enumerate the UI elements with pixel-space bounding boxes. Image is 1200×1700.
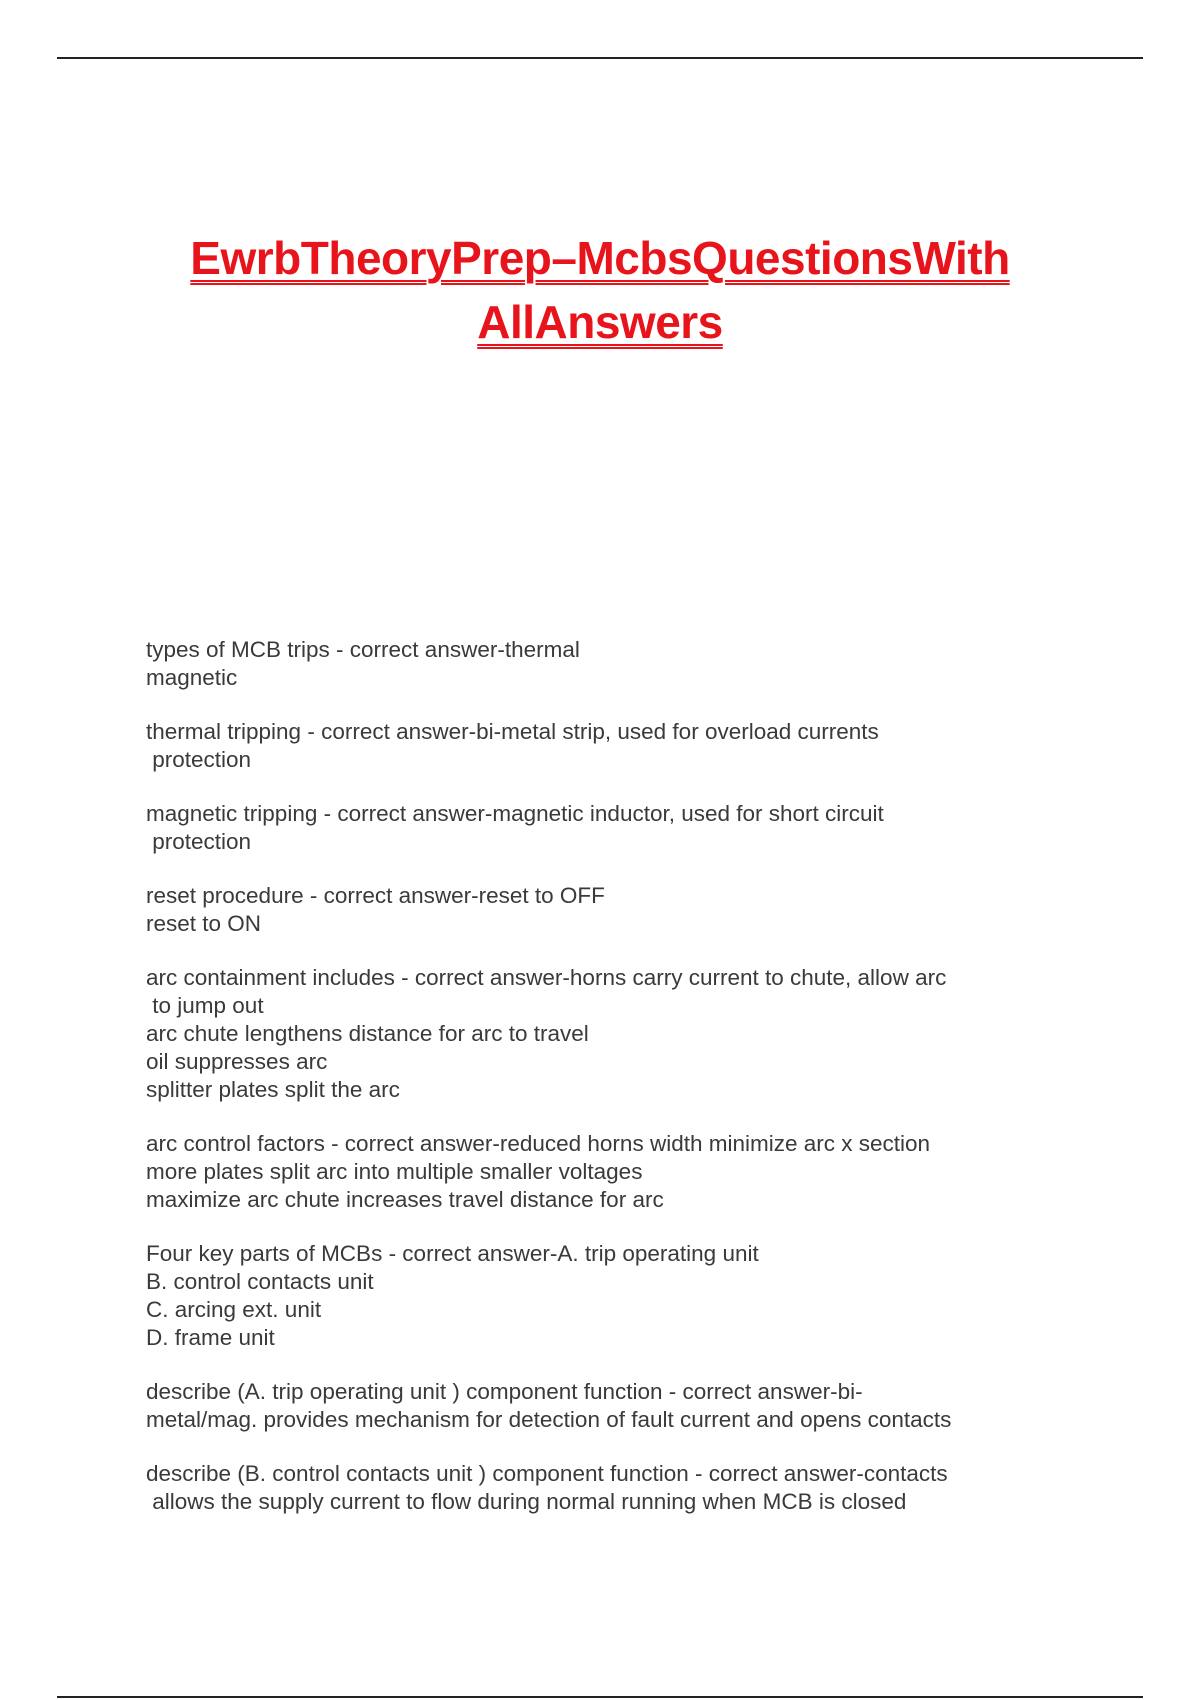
qa-line: to jump out	[146, 993, 264, 1018]
qa-item	[146, 882, 1066, 938]
qa-line: oil suppresses arc	[146, 1049, 328, 1074]
qa-line: thermal tripping - correct answer-bi-metal strip, used for overload currents	[146, 719, 879, 744]
qa-line: metal/mag. provides mechanism for detection of fault current and opens contacts	[146, 1407, 952, 1432]
qa-line: Four key parts of MCBs - correct answer-A. trip operating unit	[146, 1241, 759, 1266]
title-line-1: EwrbTheoryPrep–McbsQuestionsWith	[190, 232, 1010, 284]
qa-line: more plates split arc into multiple smaller voltages	[146, 1159, 643, 1184]
qa-line: arc chute lengthens distance for arc to travel	[146, 1021, 589, 1046]
qa-item	[146, 1460, 1066, 1516]
qa-line: describe (B. control contacts unit ) component function - correct answer-contacts	[146, 1461, 948, 1486]
qa-line: types of MCB trips - correct answer-thermal	[146, 637, 580, 662]
qa-item	[146, 964, 1066, 1104]
qa-line: reset to ON	[146, 911, 262, 936]
top-rule	[57, 57, 1143, 59]
qa-item	[146, 1240, 1066, 1352]
qa-line: splitter plates split the arc	[146, 1077, 400, 1102]
qa-line: protection	[146, 829, 252, 854]
qa-item	[146, 1130, 1066, 1214]
qa-line: arc control factors - correct answer-reduced horns width minimize arc x section	[146, 1131, 931, 1156]
qa-line: magnetic tripping - correct answer-magnetic inductor, used for short circuit	[146, 801, 884, 826]
qa-line: describe (A. trip operating unit ) component function - correct answer-bi-	[146, 1379, 863, 1404]
qa-item	[146, 1378, 1066, 1434]
qa-list	[146, 636, 1066, 1542]
qa-line: protection	[146, 747, 252, 772]
qa-line: B. control contacts unit	[146, 1269, 374, 1294]
qa-line: maximize arc chute increases travel distance for arc	[146, 1187, 664, 1212]
title-line-2: AllAnswers	[477, 296, 723, 348]
qa-item	[146, 800, 1066, 856]
qa-line: arc containment includes - correct answer-horns carry current to chute, allow arc	[146, 965, 947, 990]
qa-item	[146, 636, 1066, 692]
bottom-rule	[57, 1696, 1143, 1698]
qa-line: magnetic	[146, 665, 238, 690]
document-title	[100, 226, 1100, 354]
qa-line: C. arcing ext. unit	[146, 1297, 322, 1322]
qa-item	[146, 718, 1066, 774]
qa-line: allows the supply current to flow during normal running when MCB is closed	[146, 1489, 907, 1514]
qa-line: reset procedure - correct answer-reset to OFF	[146, 883, 605, 908]
qa-line: D. frame unit	[146, 1325, 275, 1350]
